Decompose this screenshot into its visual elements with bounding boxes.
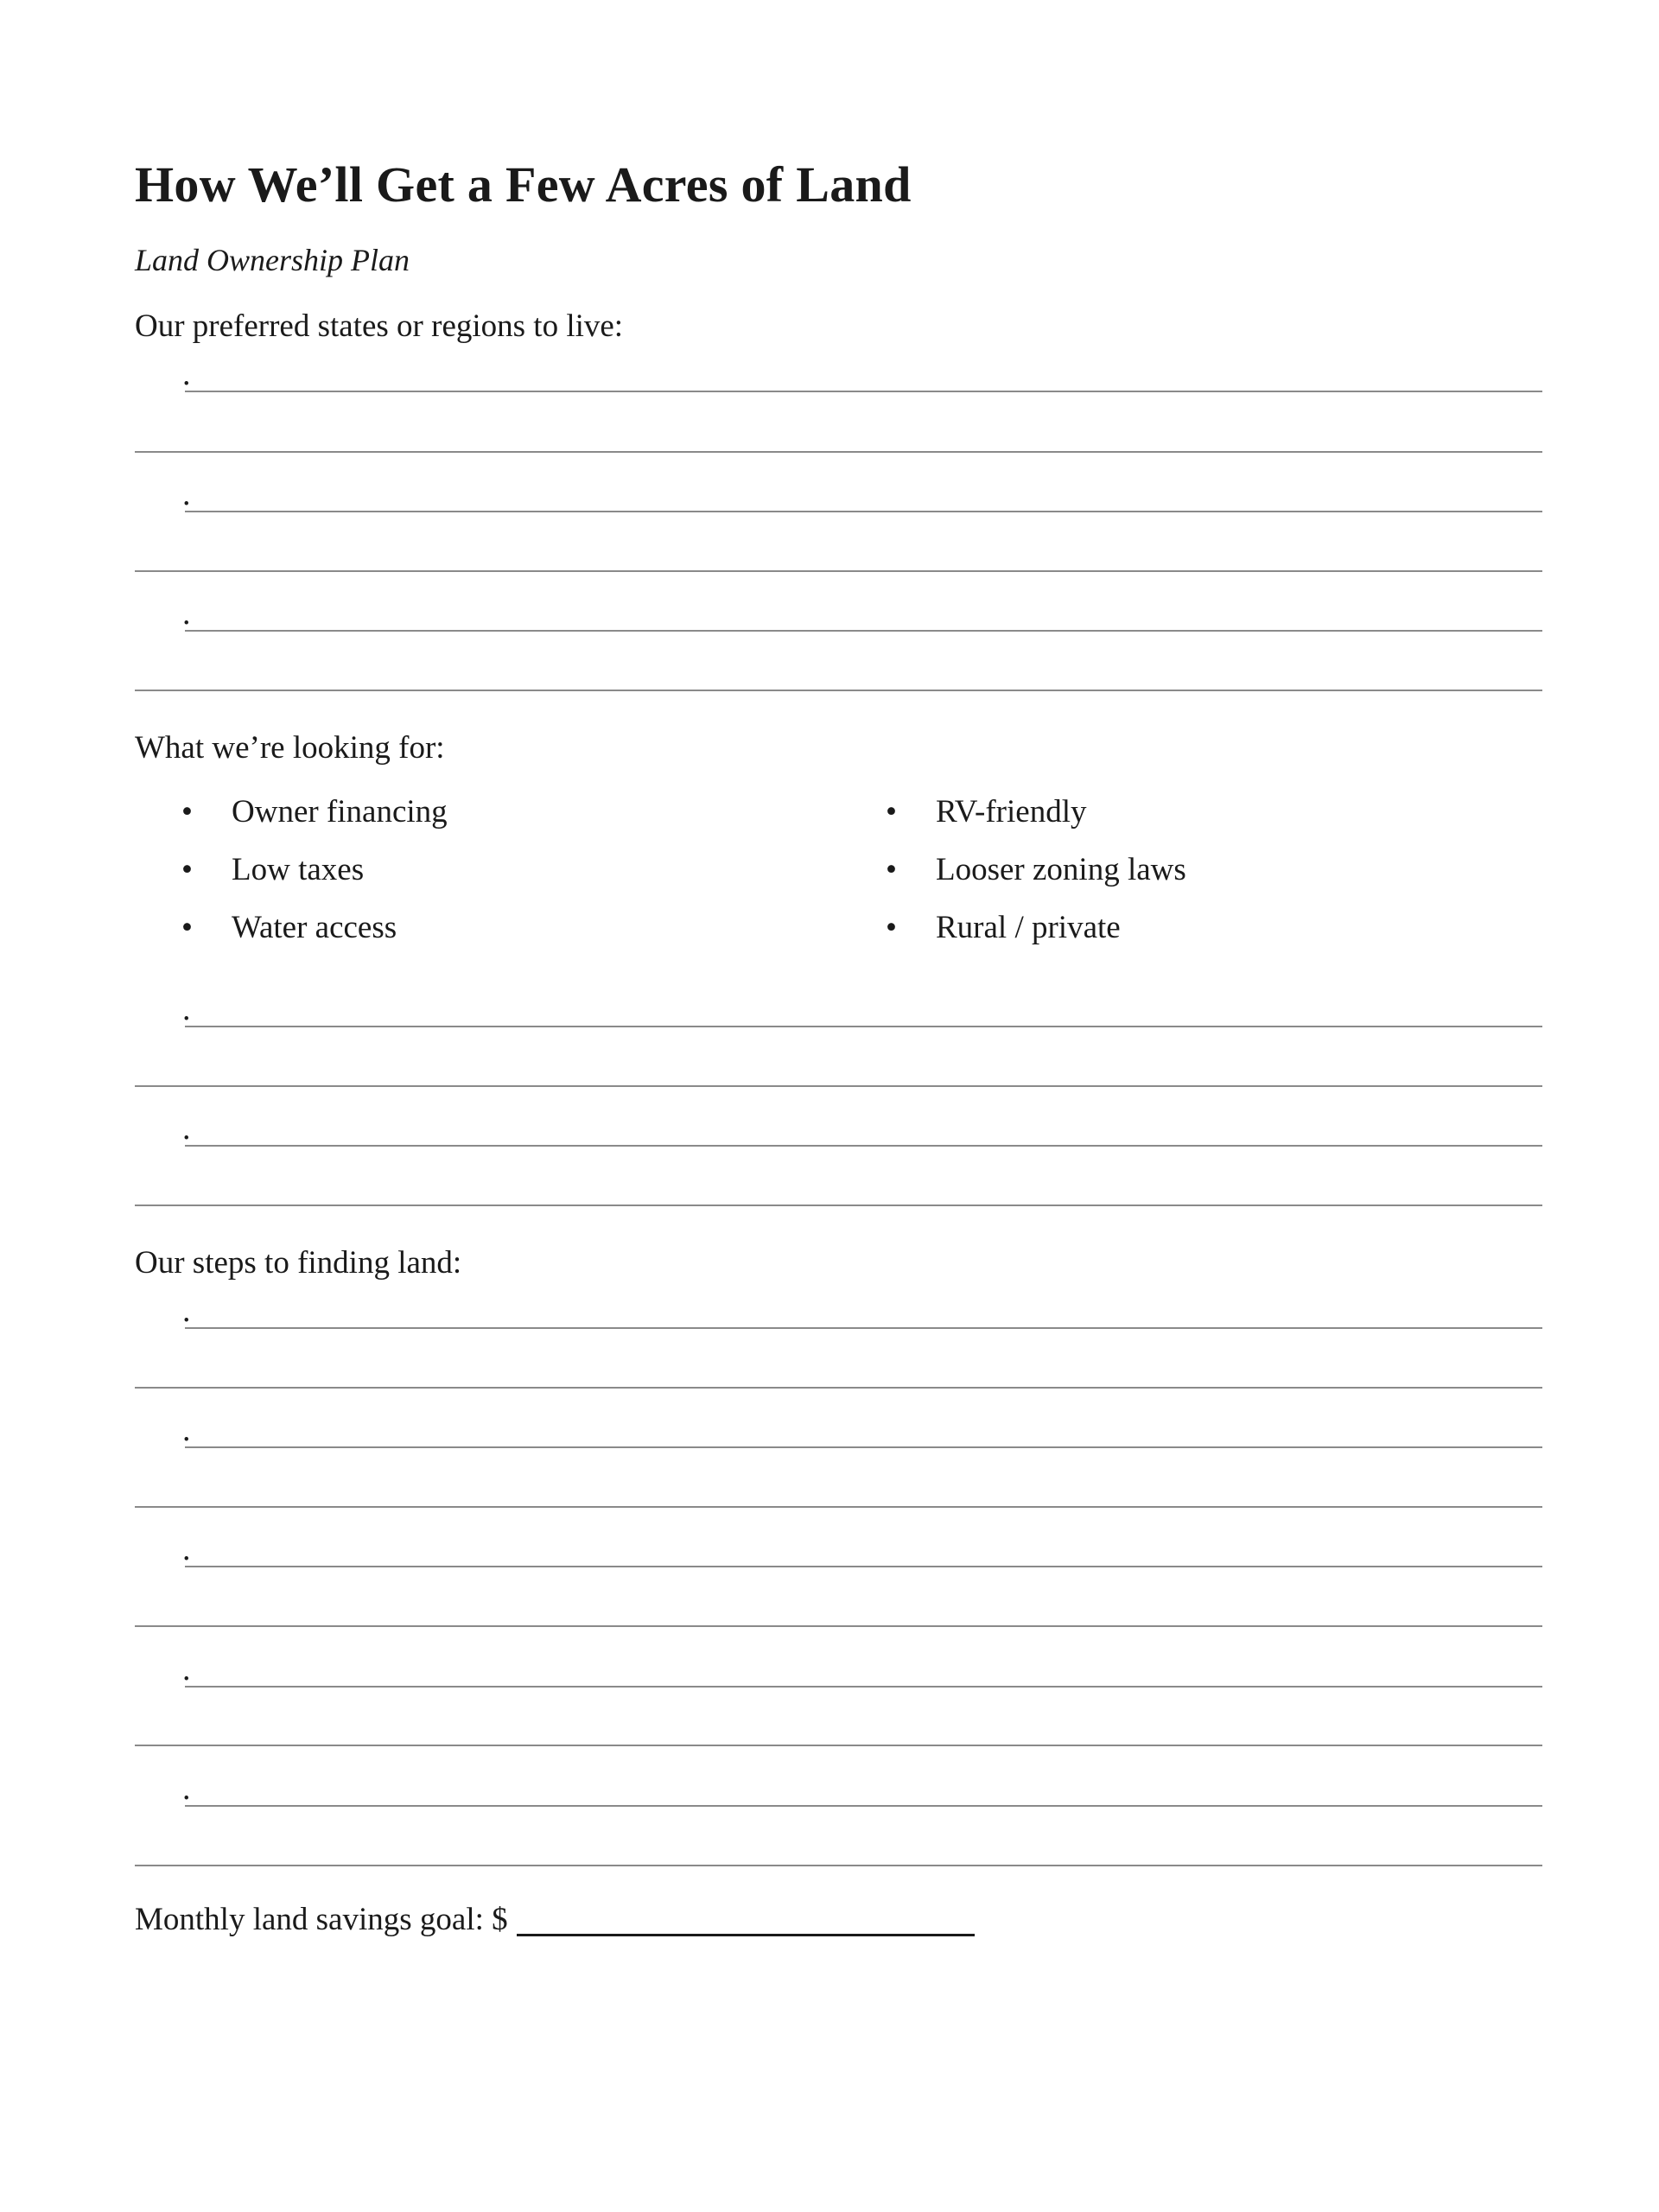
- list-item-label: Rural / private: [936, 910, 1121, 945]
- write-in-line[interactable]: [135, 1387, 1542, 1389]
- write-in-dot: .: [182, 991, 191, 1027]
- section-label-looking-for: What we’re looking for:: [135, 730, 445, 766]
- list-item: [886, 851, 1186, 888]
- bullet-icon: •: [181, 794, 193, 830]
- savings-goal-input-line[interactable]: [517, 1934, 975, 1936]
- write-in-dot: .: [182, 1412, 191, 1448]
- write-in-line[interactable]: [135, 1625, 1542, 1627]
- list-item: [181, 851, 364, 888]
- write-in-dot: .: [182, 356, 191, 392]
- list-item-label: Low taxes: [232, 852, 365, 887]
- write-in-dot: .: [182, 1531, 191, 1567]
- savings-goal: [135, 1901, 975, 1938]
- write-in-line[interactable]: [185, 1566, 1542, 1567]
- page-title: How We’ll Get a Few Acres of Land: [135, 156, 912, 213]
- bullet-icon: •: [181, 852, 193, 887]
- bullet-icon: •: [886, 852, 897, 887]
- list-item: [181, 793, 448, 830]
- bullet-icon: •: [886, 910, 897, 945]
- write-in-dot: .: [182, 476, 191, 512]
- write-in-line[interactable]: [185, 391, 1542, 392]
- write-in-dot: .: [182, 1770, 191, 1807]
- write-in-line[interactable]: [185, 630, 1542, 632]
- write-in-line[interactable]: [135, 1745, 1542, 1746]
- write-in-line[interactable]: [135, 570, 1542, 572]
- write-in-line[interactable]: [135, 451, 1542, 453]
- bullet-icon: •: [886, 794, 897, 830]
- write-in-line[interactable]: [185, 1145, 1542, 1147]
- write-in-line[interactable]: [135, 1085, 1542, 1087]
- list-item: [181, 909, 397, 946]
- list-item-label: Looser zoning laws: [936, 852, 1186, 887]
- bullet-icon: •: [181, 910, 193, 945]
- write-in-line[interactable]: [185, 1026, 1542, 1027]
- write-in-dot: .: [182, 1110, 191, 1147]
- list-item-label: Owner financing: [232, 794, 448, 830]
- write-in-line[interactable]: [135, 690, 1542, 691]
- write-in-line[interactable]: [185, 511, 1542, 512]
- write-in-line[interactable]: [135, 1865, 1542, 1866]
- write-in-line[interactable]: [185, 1327, 1542, 1329]
- write-in-line[interactable]: [185, 1446, 1542, 1448]
- write-in-line[interactable]: [135, 1506, 1542, 1508]
- write-in-line[interactable]: [185, 1805, 1542, 1807]
- page-subtitle: Land Ownership Plan: [135, 243, 410, 277]
- write-in-line[interactable]: [135, 1205, 1542, 1206]
- write-in-dot: .: [182, 595, 191, 632]
- savings-goal-label: Monthly land savings goal: $: [135, 1902, 508, 1937]
- section-label-preferred-regions: Our preferred states or regions to live:: [135, 308, 624, 344]
- list-item: [886, 909, 1121, 946]
- list-item-label: Water access: [232, 910, 397, 945]
- list-item: [886, 793, 1087, 830]
- section-label-steps: Our steps to finding land:: [135, 1245, 462, 1281]
- write-in-dot: .: [182, 1293, 191, 1329]
- list-item-label: RV-friendly: [936, 794, 1087, 830]
- write-in-dot: .: [182, 1651, 191, 1688]
- write-in-line[interactable]: [185, 1686, 1542, 1688]
